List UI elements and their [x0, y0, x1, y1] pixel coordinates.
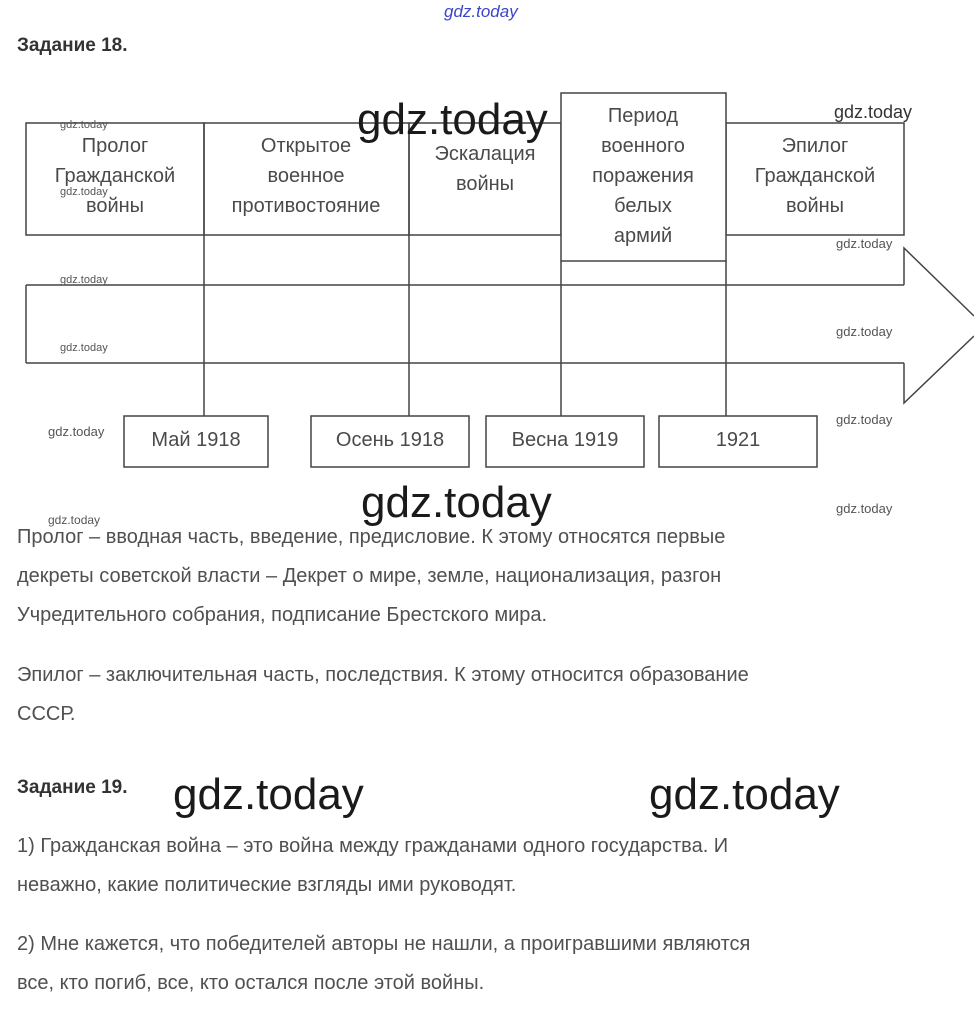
task18-paragraph-1	[17, 518, 725, 635]
watermark-large: gdz.today	[361, 478, 552, 527]
period-2-line-3: противостояние	[231, 195, 381, 217]
task19-paragraph-2	[17, 925, 750, 1003]
text-line: СССР.	[17, 703, 76, 725]
period-1-line-3: войны	[85, 195, 145, 217]
date-1: Май 1918	[151, 429, 241, 451]
period-3-line-2: войны	[455, 173, 515, 195]
period-4-line-2: военного	[601, 135, 685, 157]
text-line: декреты советской власти – Декрет о мире, земле, национализация, разгон	[17, 565, 722, 587]
period-1-line-1: Пролог	[81, 135, 149, 157]
period-2-line-1: Открытое	[260, 135, 352, 157]
period-4-line-4: белых	[614, 195, 672, 217]
period-5-line-2: Гражданской	[754, 165, 876, 187]
date-4: 1921	[715, 429, 761, 451]
watermark-small: gdz.today	[836, 236, 893, 251]
text-line: неважно, какие политические взгляды ими руководят.	[17, 874, 517, 896]
period-2-line-2: военное	[267, 165, 345, 187]
task19-paragraph-1	[17, 827, 728, 905]
watermark-small: gdz.today	[60, 119, 108, 131]
text-line: 2) Мне кажется, что победителей авторы не нашли, а проигравшими являются	[17, 933, 751, 955]
task19-heading: Задание 19.	[17, 777, 128, 798]
watermark-small: gdz.today	[836, 324, 893, 339]
date-3: Весна 1919	[511, 429, 619, 451]
period-1-line-2: Гражданской	[54, 165, 176, 187]
text-line: Учредительного собрания, подписание Брестского мира.	[17, 604, 548, 626]
timeline-diagram	[0, 0, 974, 480]
watermark-large: gdz.today	[357, 95, 548, 144]
period-4-line-1: Период	[607, 105, 679, 127]
watermark-small: gdz.today	[48, 513, 101, 527]
watermark-small: gdz.today	[836, 501, 893, 516]
text-line: Пролог – вводная часть, введение, предисловие. К этому относятся первые	[17, 526, 726, 548]
period-4-line-5: армий	[613, 225, 673, 247]
watermark-medium: gdz.today	[834, 102, 913, 122]
watermark-large: gdz.today	[173, 770, 364, 819]
text-line: 1) Гражданская война – это война между гражданами одного государства. И	[17, 835, 729, 857]
period-3-line-1: Эскалация	[434, 143, 536, 165]
text-line: Эпилог – заключительная часть, последствия. К этому относится образование	[17, 664, 749, 686]
date-2: Осень 1918	[335, 429, 445, 451]
watermark-small: gdz.today	[60, 274, 108, 286]
watermark-small: gdz.today	[48, 424, 105, 439]
watermark-small: gdz.today	[60, 186, 108, 198]
text-line: все, кто погиб, все, кто остался после этой войны.	[17, 972, 485, 994]
watermark-small: gdz.today	[60, 342, 108, 354]
period-5-line-3: войны	[785, 195, 845, 217]
watermark-top: gdz.today	[444, 2, 518, 21]
watermark-large: gdz.today	[649, 770, 840, 819]
task18-paragraph-2	[17, 656, 749, 734]
watermark-small: gdz.today	[836, 412, 893, 427]
period-4-line-3: поражения	[592, 165, 694, 187]
period-5-line-1: Эпилог	[781, 135, 849, 157]
task18-heading: Задание 18.	[17, 35, 128, 56]
